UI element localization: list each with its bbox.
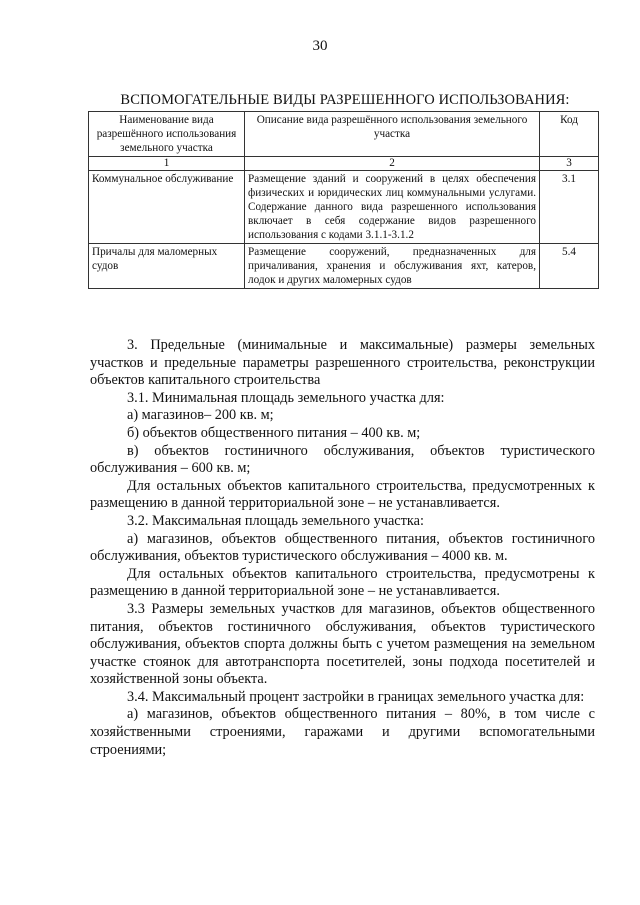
row-code: 3.1 bbox=[540, 171, 599, 244]
paragraph: а) магазинов, объектов общественного питания, объектов гостиничного обслуживания, объектов туристического обслуживания – 4000 кв. м. bbox=[90, 530, 595, 565]
row-description: Размещение сооружений, предназначенных для причаливания, хранения и обслуживания яхт, катеров, лодок и других маломерных судов bbox=[245, 244, 540, 289]
paragraph: а) магазинов– 200 кв. м; bbox=[127, 407, 274, 424]
header-number-1: 1 bbox=[89, 157, 245, 171]
paragraph: а) магазинов, объектов общественного питания – 80%, в том числе с хозяйственными строениями, гаражами и другими вспомогательными строениями; bbox=[90, 706, 595, 758]
header-cell-code: Код bbox=[540, 112, 599, 157]
permitted-uses-table bbox=[88, 111, 599, 289]
row-name: Причалы для маломерных судов bbox=[89, 244, 245, 289]
paragraph: 3.4. Максимальный процент застройки в границах земельного участка для: bbox=[127, 688, 585, 705]
row-description: Размещение зданий и сооружений в целях обеспечения физических и юридических лиц коммунальными услугами. Содержание данного вида разрешенного использования включает в себя содержание видов разрешенного использования с кодами 3.1.1-3.1.2 bbox=[245, 171, 540, 244]
paragraph: 3.2. Максимальная площадь земельного участка: bbox=[127, 512, 424, 529]
header-number-2: 2 bbox=[245, 157, 540, 171]
paragraph: Для остальных объектов капитального строительства, предусмотрены к размещению в данной территориальной зоне – не устанавливается. bbox=[90, 565, 595, 600]
paragraph: б) объектов общественного питания – 400 кв. м; bbox=[127, 424, 421, 441]
paragraph: 3. Предельные (минимальные и максимальные) размеры земельных участков и предельные параметры разрешенного строительства, реконструкции объектов капитального строительства bbox=[90, 337, 595, 389]
table-row bbox=[89, 171, 599, 244]
paragraph: в) объектов гостиничного обслуживания, объектов туристического обслуживания – 600 кв. м; bbox=[90, 442, 595, 477]
header-number-3: 3 bbox=[540, 157, 599, 171]
table-number-row bbox=[89, 157, 599, 171]
row-name: Коммунальное обслуживание bbox=[89, 171, 245, 244]
row-code: 5.4 bbox=[540, 244, 599, 289]
paragraph: 3.1. Минимальная площадь земельного участка для: bbox=[127, 389, 445, 406]
table-header-row bbox=[89, 112, 599, 157]
header-cell-name: Наименование вида разрешённого использования земельного участка bbox=[89, 112, 245, 157]
table-row bbox=[89, 244, 599, 289]
header-cell-description: Описание вида разрешённого использования земельного участка bbox=[245, 112, 540, 157]
page-number: 30 bbox=[312, 38, 328, 54]
section-title: ВСПОМОГАТЕЛЬНЫЕ ВИДЫ РАЗРЕШЕННОГО ИСПОЛЬЗОВАНИЯ: bbox=[120, 92, 570, 108]
paragraph: Для остальных объектов капитального строительства, предусмотренных к размещению в данной территориальной зоне – не устанавливается. bbox=[90, 477, 595, 512]
body-text bbox=[90, 337, 595, 759]
paragraph: 3.3 Размеры земельных участков для магазинов, объектов общественного питания, объектов гостиничного обслуживания, объектов туристического обслуживания, объектов спорта должны быть с учетом размещения на земельном участке стоянок для автотранспорта посетителей, зоны подхода посетителей и хозяйственной зоны объекта. bbox=[90, 600, 595, 688]
